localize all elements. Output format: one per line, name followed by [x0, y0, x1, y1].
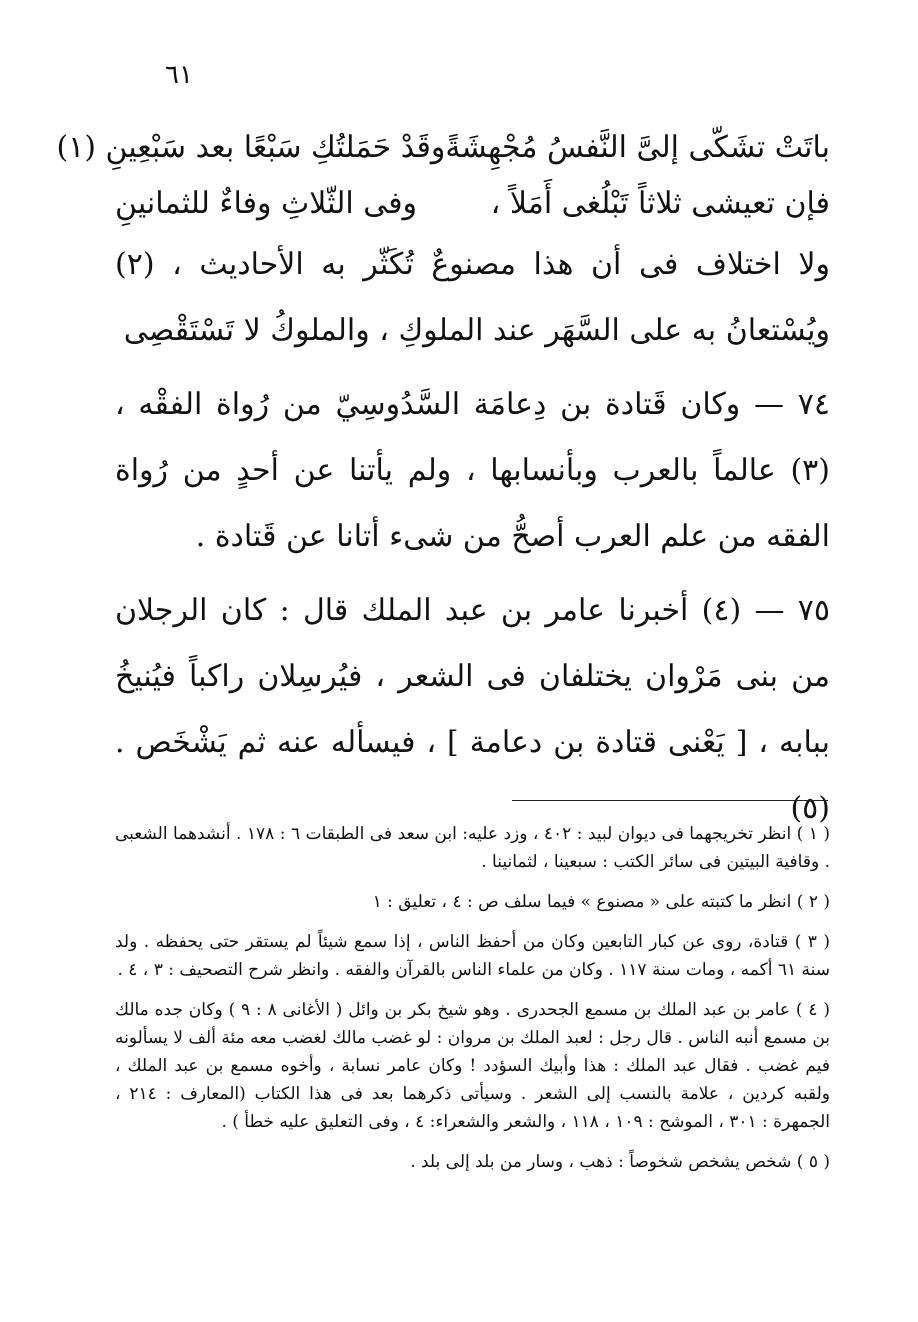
footnote-3: ( ٣ ) قتادة، روى عن كبار التابعين وكان من أحفظ الناس ، إذا سمع شيئاً لم يستقر حتى يحفظه . ولد سنة ٦١ أكمه ، ومات سنة ١١٧ . وكان من علماء الناس بالقرآن والفقه . وانظر شرح التصحيف : ٣ ، ٤ . — [115, 932, 830, 980]
footnote-divider — [512, 800, 828, 801]
main-text — [56, 120, 830, 842]
verse-first-hemistich: باتَتْ تشَكّى إلىَّ النَّفسُ مُجْهِشَةً — [445, 130, 830, 165]
footnotes — [115, 820, 830, 1188]
verse-second-hemistich: وقَدْ حَمَلتُكِ سَبْعًا بعد سَبْعِينِ (١) — [56, 130, 446, 165]
footnote-4: ( ٤ ) عامر بن عبد الملك بن مسمع الجحدرى . وهو شيخ بكر بن وائل ( الأغانى ٨ : ٩ ) وكان جده مالك بن مسمع أنبه الناس . قال رجل : لعبد الملك بن مروان : لو غضب مالك لغضب معه مئة ألف لا يسألونه فيم غضب . فقال عبد الملك : هذا وأبيك السؤدد ! وكان عامر نسابة ، وأخوه مسمع بن عبد الملك ، ولقبه كردين ، علامة بالنسب إلى الشعر . وسيأتى ذكرهما بعد فى هذا الكتاب (المعارف : ٢١٤ ، الجمهرة : ٣٠١ ، الموشح : ١٠٩ ، ١١٨ ، والشعر والشعراء: ٤ ، وفى التعليق عليه خطأ ) . — [115, 1000, 831, 1132]
verse-first-hemistich: فإن تعيشى ثلاثاً تَبْلُغى أَمَلاً ، — [490, 186, 830, 221]
verse-line — [115, 176, 830, 232]
page-number: ٦١ — [165, 60, 193, 90]
footnote-5: ( ٥ ) شخص يشخص شخوصاً : ذهب ، وسار من بلد إلى بلد . — [410, 1152, 830, 1172]
footnote-1: ( ١ ) انظر تخريجهما فى ديوان لبيد : ٤٠٢ ، وزد عليه: ابن سعد فى الطبقات ٦ : ١٧٨ . أنشدهما الشعبى . وقافية البيتين فى سائر الكتب : سبعينا ، لثمانينا . — [115, 824, 830, 872]
footnote-2: ( ٢ ) انظر ما كتبته على « مصنوع » فيما سلف ص : ٤ ، تعليق : ١ — [372, 892, 830, 912]
paragraph: ولا اختلاف فى أن هذا مصنوعٌ تُكَثّر به الأحاديث ، (٢) ويُسْتعانُ به على السَّهَر عند الملوكِ ، والملوكُ لا تَسْتَقْصِى — [115, 247, 830, 348]
paragraph-74: ٧٤ — وكان قَتادة بن دِعامَة السَّدُوسِيّ من رُواة الفقْه ، (٣) عالماً بالعرب وبأنسابها ، ولم يأتنا عن أحدٍ من رُواة الفقه من علم العرب أصحُّ من شىء أتانا عن قَتادة . — [115, 387, 830, 554]
paragraph-75: ٧٥ — (٤) أخبرنا عامر بن عبد الملك قال : كان الرجلان من بنى مَرْوان يختلفان فى الشعر ، فيُرسِلان راكباً فيُنيخُ ببابه ، [ يَعْنى قتادة بن دعامة ] ، فيسأله عنه ثم يَشْخَص . (٥) — [115, 593, 830, 826]
verse-line — [56, 120, 830, 176]
verse-second-hemistich: وفى الثّلاثِ وفاءٌ للثمانينِ — [115, 186, 418, 221]
